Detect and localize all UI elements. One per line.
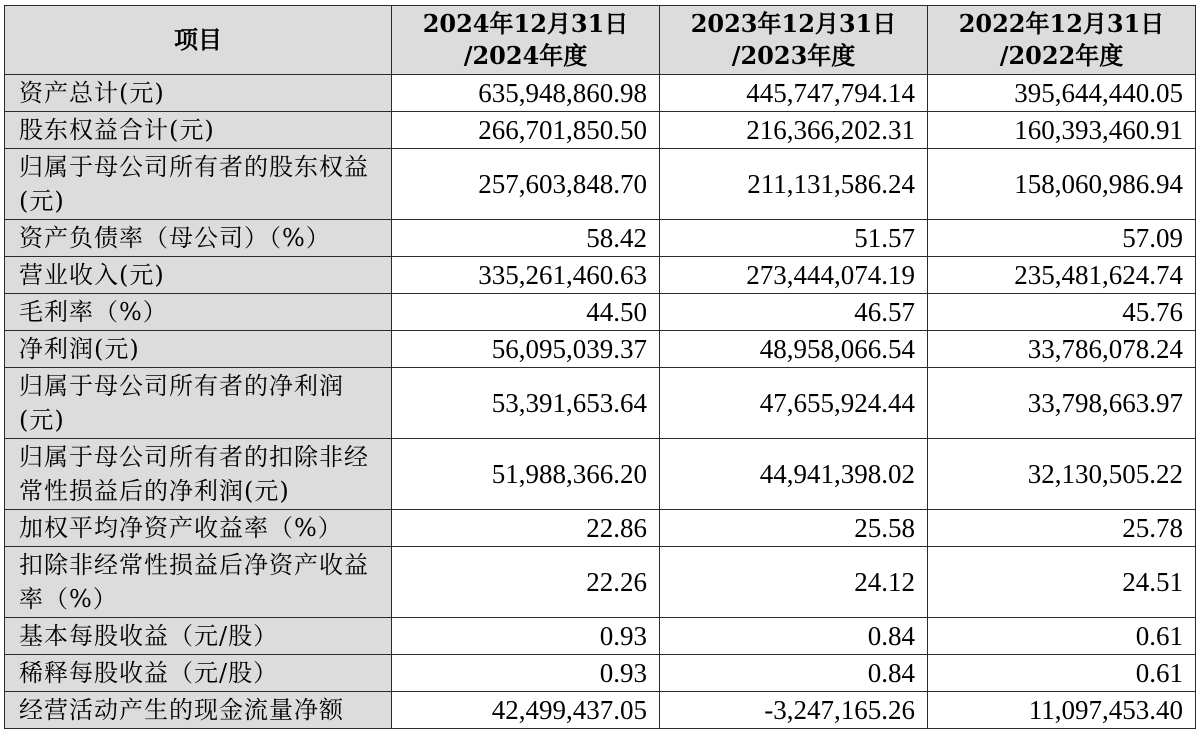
table-row <box>5 692 1196 729</box>
value-2024: 266,701,850.50 <box>392 112 660 149</box>
header-2023 <box>660 6 928 75</box>
row-label: 归属于母公司所有者的扣除非经常性损益后的净利润(元) <box>5 439 392 510</box>
value-2022: 45.76 <box>928 294 1196 331</box>
value-2022: 0.61 <box>928 618 1196 655</box>
row-label: 资产负债率（母公司）（%） <box>5 220 392 257</box>
value-2024: 0.93 <box>392 655 660 692</box>
value-2022: 160,393,460.91 <box>928 112 1196 149</box>
header-2022-date: 2022年12月31日 <box>958 9 1165 38</box>
value-2022: 33,786,078.24 <box>928 331 1196 368</box>
value-2024: 44.50 <box>392 294 660 331</box>
value-2023: 51.57 <box>660 220 928 257</box>
table-header <box>5 6 1196 75</box>
header-2024-year: /2024年度 <box>463 41 588 70</box>
row-label: 归属于母公司所有者的股东权益(元) <box>5 149 392 220</box>
row-label: 归属于母公司所有者的净利润(元) <box>5 368 392 439</box>
header-item <box>5 6 392 75</box>
table-body <box>5 75 1196 729</box>
value-2022: 11,097,453.40 <box>928 692 1196 729</box>
row-label: 稀释每股收益（元/股） <box>5 655 392 692</box>
value-2023: 44,941,398.02 <box>660 439 928 510</box>
header-2022 <box>928 6 1196 75</box>
value-2022: 395,644,440.05 <box>928 75 1196 112</box>
table-row <box>5 510 1196 547</box>
value-2024: 635,948,860.98 <box>392 75 660 112</box>
table-row <box>5 220 1196 257</box>
value-2022: 235,481,624.74 <box>928 257 1196 294</box>
header-2023-date: 2023年12月31日 <box>690 9 897 38</box>
header-2024-date: 2024年12月31日 <box>422 9 629 38</box>
financial-summary-table <box>4 5 1196 729</box>
row-label: 资产总计(元) <box>5 75 392 112</box>
value-2023: 211,131,586.24 <box>660 149 928 220</box>
header-2023-year: /2023年度 <box>731 41 856 70</box>
value-2023: 273,444,074.19 <box>660 257 928 294</box>
table-row <box>5 294 1196 331</box>
header-2024 <box>392 6 660 75</box>
table-row <box>5 439 1196 510</box>
value-2022: 158,060,986.94 <box>928 149 1196 220</box>
row-label: 经营活动产生的现金流量净额 <box>5 692 392 729</box>
value-2022: 25.78 <box>928 510 1196 547</box>
value-2022: 32,130,505.22 <box>928 439 1196 510</box>
value-2023: 0.84 <box>660 618 928 655</box>
value-2023: 0.84 <box>660 655 928 692</box>
value-2023: -3,247,165.26 <box>660 692 928 729</box>
header-2022-year: /2022年度 <box>999 41 1124 70</box>
row-label: 毛利率（%） <box>5 294 392 331</box>
value-2023: 445,747,794.14 <box>660 75 928 112</box>
table-row <box>5 331 1196 368</box>
header-item-label: 项目 <box>174 25 222 54</box>
value-2024: 56,095,039.37 <box>392 331 660 368</box>
value-2024: 53,391,653.64 <box>392 368 660 439</box>
value-2024: 22.86 <box>392 510 660 547</box>
value-2024: 0.93 <box>392 618 660 655</box>
table-row <box>5 655 1196 692</box>
row-label: 扣除非经常性损益后净资产收益率（%） <box>5 547 392 618</box>
value-2024: 58.42 <box>392 220 660 257</box>
value-2024: 257,603,848.70 <box>392 149 660 220</box>
value-2022: 57.09 <box>928 220 1196 257</box>
value-2023: 46.57 <box>660 294 928 331</box>
table-row <box>5 368 1196 439</box>
table-row <box>5 149 1196 220</box>
row-label: 净利润(元) <box>5 331 392 368</box>
row-label: 基本每股收益（元/股） <box>5 618 392 655</box>
value-2024: 335,261,460.63 <box>392 257 660 294</box>
value-2024: 42,499,437.05 <box>392 692 660 729</box>
row-label: 股东权益合计(元) <box>5 112 392 149</box>
value-2023: 24.12 <box>660 547 928 618</box>
value-2024: 22.26 <box>392 547 660 618</box>
table-row <box>5 257 1196 294</box>
row-label: 加权平均净资产收益率（%） <box>5 510 392 547</box>
table-row <box>5 75 1196 112</box>
value-2023: 25.58 <box>660 510 928 547</box>
header-row <box>5 6 1196 75</box>
value-2023: 216,366,202.31 <box>660 112 928 149</box>
value-2022: 33,798,663.97 <box>928 368 1196 439</box>
value-2023: 47,655,924.44 <box>660 368 928 439</box>
row-label: 营业收入(元) <box>5 257 392 294</box>
value-2024: 51,988,366.20 <box>392 439 660 510</box>
value-2022: 0.61 <box>928 655 1196 692</box>
table-row <box>5 618 1196 655</box>
value-2023: 48,958,066.54 <box>660 331 928 368</box>
table-row <box>5 112 1196 149</box>
value-2022: 24.51 <box>928 547 1196 618</box>
table-row <box>5 547 1196 618</box>
